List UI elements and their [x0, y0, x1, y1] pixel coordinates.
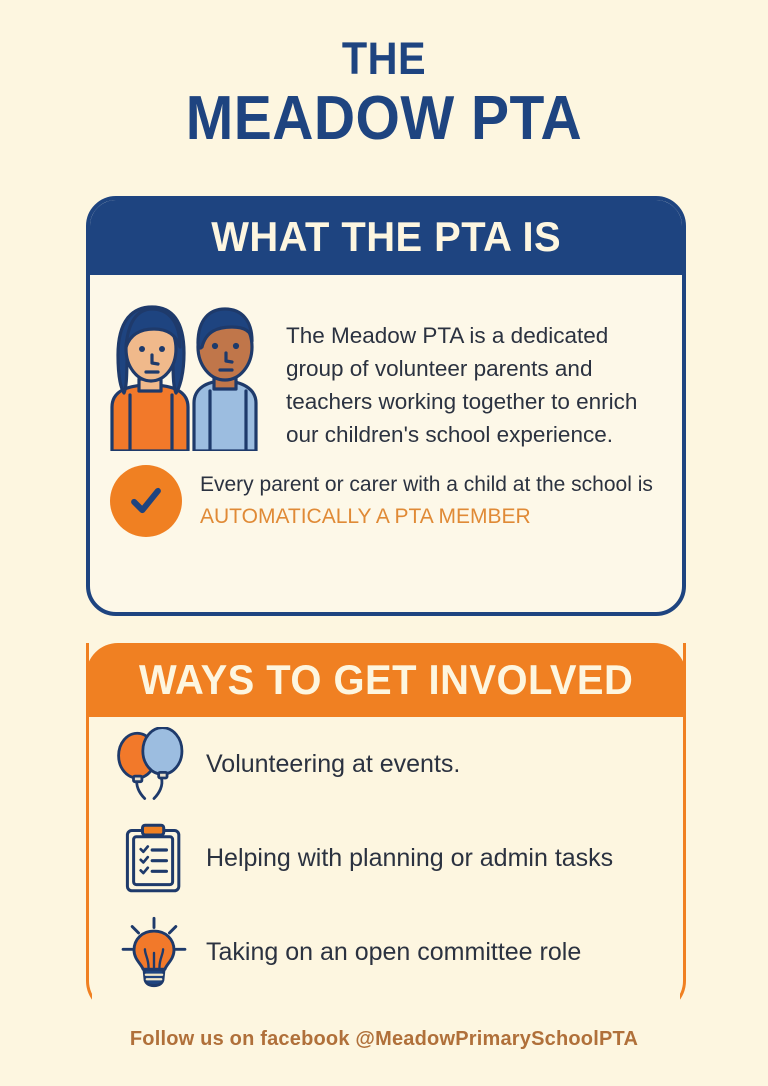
- list-item: [86, 905, 686, 999]
- membership-text: [182, 469, 664, 533]
- list-item-label: Volunteering at events.: [206, 749, 461, 778]
- card-what-header: [89, 199, 683, 275]
- title-line-2: MEADOW PTA: [185, 84, 583, 153]
- list-item-label: Taking on an open committee role: [206, 937, 582, 966]
- page-title: [0, 0, 768, 152]
- lightbulb-icon: [110, 913, 198, 991]
- intro-row: [90, 275, 682, 451]
- intro-paragraph: The Meadow PTA is a dedicated group of volunteer parents and teachers working together to enrich our children's school experience.: [286, 323, 638, 447]
- clipboard-checklist-icon: [110, 819, 198, 897]
- card-involved-header-label: WAYS TO GET INVOLVED: [138, 656, 634, 703]
- list-item: [86, 717, 686, 811]
- title-line-1: THE: [341, 33, 427, 84]
- list-item-label: Helping with planning or admin tasks: [206, 843, 614, 872]
- list-item: [86, 811, 686, 905]
- check-circle-icon: [110, 465, 182, 537]
- card-what-the-pta-is: [86, 196, 686, 616]
- balloons-icon: [110, 725, 198, 803]
- membership-row: [90, 451, 682, 537]
- membership-text-prefix: Every parent or carer with a child at the school is: [200, 473, 653, 496]
- two-parents-illustration: [106, 291, 278, 451]
- footer-social-text: Follow us on facebook @MeadowPrimarySchoolPTA: [129, 1028, 639, 1050]
- membership-text-highlight: AUTOMATICALLY A PTA MEMBER: [200, 505, 531, 528]
- card-what-header-label: WHAT THE PTA IS: [211, 213, 561, 260]
- card-involved-header: [86, 643, 686, 717]
- ways-list: [86, 717, 686, 999]
